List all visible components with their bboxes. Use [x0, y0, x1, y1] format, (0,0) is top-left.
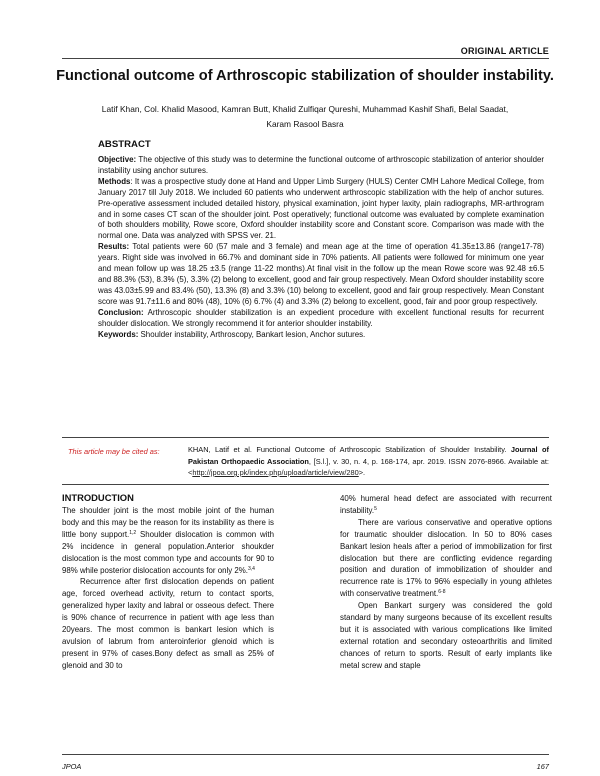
citation-top-divider	[62, 437, 549, 438]
header-divider	[62, 58, 549, 59]
intro-heading: INTRODUCTION	[62, 492, 134, 503]
intro-p2-cont-text: 40% humeral head defect are associated with recurrent instability.	[340, 494, 552, 515]
footer-page-number: 167	[536, 762, 549, 771]
author-list	[70, 102, 540, 131]
intro-p2-ref: 5	[374, 505, 377, 512]
intro-p1-ref-2: 3,4	[247, 565, 255, 572]
intro-paragraph-4: Open Bankart surgery was considered the gold standard by many surgeons because of its excellent results but it is associated with various complications like limited external rotation and secondary osteoarthritis and limited chances of return to sports. Result of early implants like metal screw and staple	[340, 601, 552, 670]
abstract-methods	[98, 177, 544, 242]
intro-paragraph-2-continued	[340, 493, 552, 517]
citation-part-3: >.	[358, 468, 366, 477]
citation-journal: Journal of Pakistan Orthopaedic Association	[188, 445, 549, 466]
author-line-1: Latif Khan, Col. Khalid Masood, Kamran Butt, Khalid Zulfiqar Qureshi, Muhammad Kashif Shafi, Belal Saadat,	[101, 104, 509, 114]
methods-text: : It was a prospective study done at Hand and Upper Limb Surgery (HULS) Center CMH Lahore Medical College, from January 2017 till July 2018. We included 60 patients who underwent arthroscopic stabilization with the help of anchor sutures. Pre-operative assessment included detailed history, physical examination, joint hyper laxity, plain radiographs, MR-arthrogram and in some cases CT scan of the shoulder joint. Post operatively; functional outcome was evaluated by complete examination of both shoulders mobility, Rowe score, Oxford shoulder instability score and Constant score. Comparison was made with the normal one. Data was analyzed with SPSS ver. 21.	[98, 176, 544, 241]
intro-p1-text-b: Shoulder dislocation is common with 2% incidence in general population.Anterior shoukder dislocation is the most common type and accounts for 90 to 98% while posterior dislocation accounts for only 2%.	[62, 529, 274, 575]
citation-text	[188, 444, 549, 479]
author-line-2: Karam Rasool Basra	[266, 118, 344, 129]
footer-divider	[62, 754, 549, 755]
body-column-left	[62, 491, 274, 672]
intro-paragraph-2: Recurrence after first dislocation depends on patient age, forced overhead activity, return to contact sports, generalized hyper laxity and labral or osseous defect. There is 90% chance of recurrence in patient with age less than 20years. The most common is bankart lesion which is avulsion of labrum from anteroinferior glenoid which is present in 97% of cases.Bony defect as small as 25% of glenoid and 30 to	[62, 577, 274, 670]
abstract-heading: ABSTRACT	[98, 139, 151, 150]
keywords-label: Keywords:	[98, 329, 139, 339]
intro-p1-text: The shoulder joint is the most mobile joint of the human body and this may be the reason for its instability as there is little bony support.	[62, 506, 274, 539]
intro-paragraph-1	[62, 505, 274, 576]
methods-label: Methods	[98, 176, 131, 186]
intro-p1-ref-1: 1,2	[129, 529, 137, 536]
objective-text: The objective of this study was to determine the functional outcome of arthroscopic stabilization of anterior shoulder instability using anchor sutures.	[98, 155, 544, 175]
intro-p3-text: There are various conservative and operative options for traumatic shoulder dislocation. In 50 to 80% cases Bankart lesion heals after a period of immobilization for first dislocation but there are conflicting evidence regarding position and duration of immobilization of shoulder and recurrence rate is 17% to 96% especially in young athletes with conservative treatment.	[340, 517, 552, 599]
abstract-objective	[98, 155, 544, 177]
abstract-results	[98, 242, 544, 307]
citation-bottom-divider	[62, 484, 549, 485]
body-column-right	[340, 493, 552, 672]
abstract-conclusion	[98, 308, 544, 330]
abstract-section	[98, 139, 544, 340]
intro-p3-ref: 6-8	[438, 589, 446, 596]
objective-label: Objective:	[98, 155, 137, 164]
article-type-label: ORIGINAL ARTICLE	[460, 46, 549, 56]
conclusion-label: Conclusion:	[98, 307, 144, 317]
citation-label: This article may be cited as:	[68, 447, 160, 456]
citation-url-link[interactable]: http://jpoa.org.pk/index.php/upload/article/view/280	[192, 468, 359, 477]
page-title: Functional outcome of Arthroscopic stabilization of shoulder instability.	[56, 68, 554, 84]
citation-part-2: , [S.l.], v. 30, n. 4, p. 168-174, apr. 2019. ISSN 2076-8966. Available at: <	[188, 456, 549, 477]
keywords-text: Shoulder instability, Arthroscopy, Bankart lesion, Anchor sutures.	[140, 329, 366, 339]
intro-paragraph-3	[340, 517, 552, 600]
results-text: Total patients were 60 (57 male and 3 female) and mean age at the time of operation 41.35±13.86 (range17-78) years. Right side was involved in 66.7% and dominant side in 70% patients. All patients were followed for minimum one year and mean follow up was 18.25 ±3.5 (range 11-22 months).At final visit in the follow up the mean Rowe score was 92.48 ±6.5 and 88.3% (53), 8.3% (5), 3.3% (2) belong to excellent, good and fair group respectively. Mean Oxford shoulder instability score was 43.03±5.99 and 83.4% (50), 13.3% (8) and 3.3% (10) belong to excellent, good and fair group respectively. Mean Constant score was 91.7±11.6 and 80% (48), 10% (6) 6.7% (4) and 3.3% (2) belong to excellent, good, fair and poor group respectively.	[98, 242, 544, 306]
footer-journal-name: JPOA	[62, 762, 82, 771]
citation-part-1: KHAN, Latif et al. Functional Outcome of Arthroscopic Stabilization of Shoulder Instability.	[188, 445, 511, 454]
conclusion-text: Arthroscopic shoulder stabilization is an expedient procedure with excellent functional results for recurrent shoulder dislocation. We strongly recommend it for anterior shoulder instability.	[98, 307, 544, 328]
results-label: Results:	[98, 242, 130, 252]
abstract-keywords	[98, 330, 544, 341]
